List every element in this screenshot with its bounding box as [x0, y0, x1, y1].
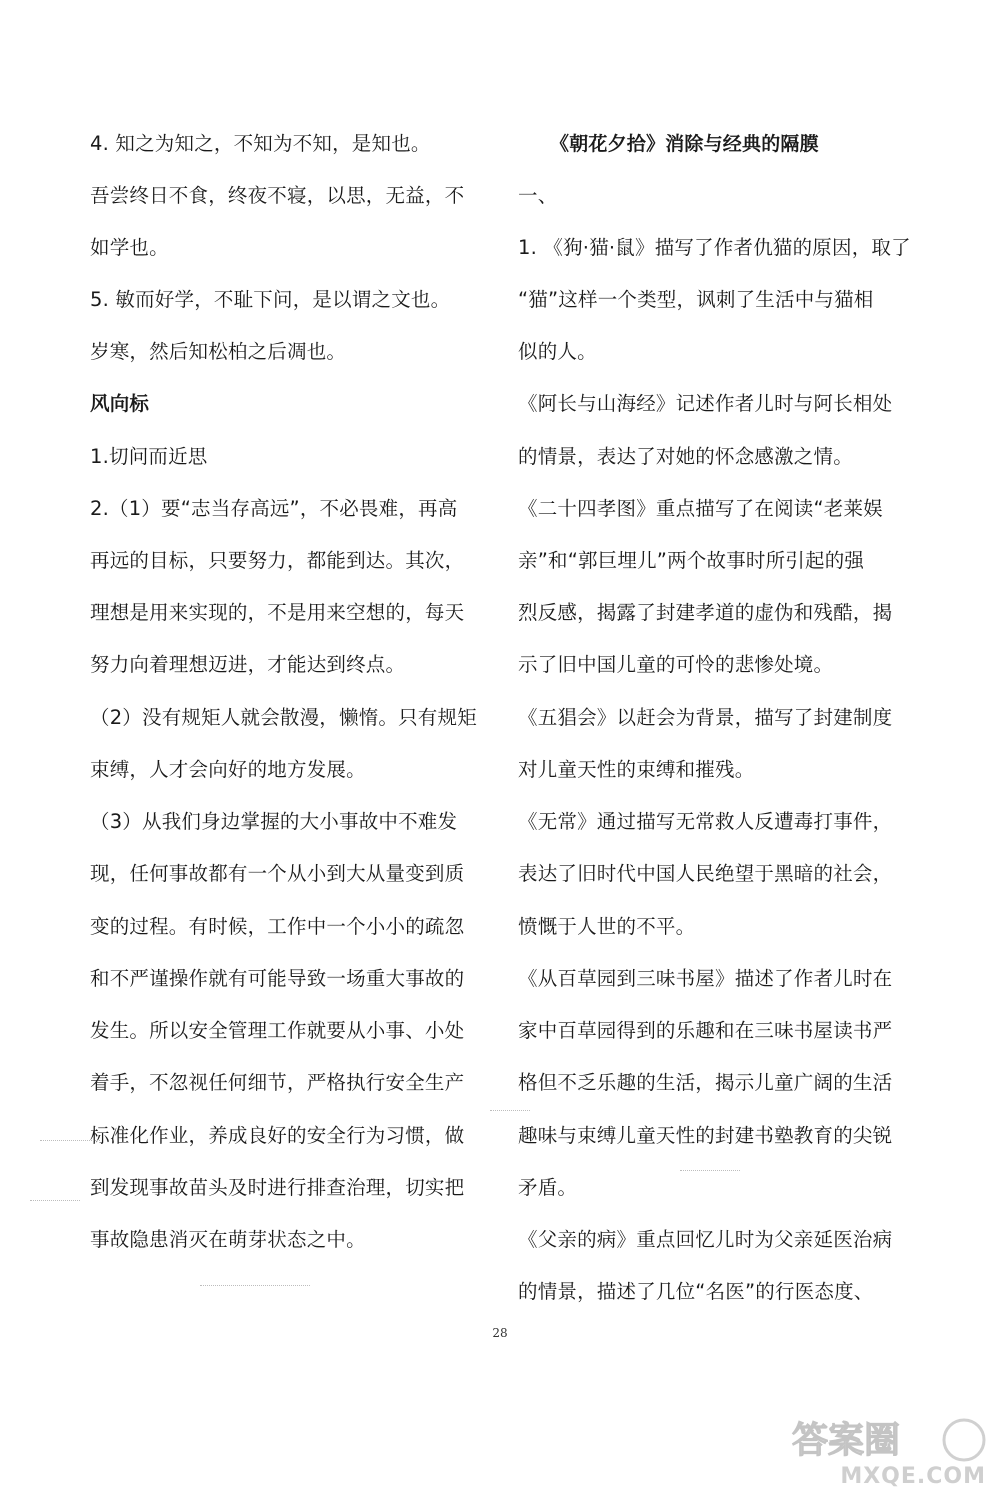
text-line: 家中百草园得到的乐趣和在三味书屋读书严 [518, 1019, 893, 1042]
text-line: 烈反感，揭露了封建孝道的虚伪和残酷，揭 [518, 601, 893, 624]
text-line: 束缚，人才会向好的地方发展。 [90, 758, 366, 781]
scan-artifact [680, 1170, 740, 1171]
text-line: 趣味与束缚儿童天性的封建书塾教育的尖锐 [518, 1124, 893, 1147]
text-line: 现，任何事故都有一个从小到大从量变到质 [90, 862, 465, 885]
text-line: 1. 《狗·猫·鼠》描写了作者仇猫的原因，取了 [518, 236, 911, 259]
text-line: 似的人。 [518, 340, 597, 363]
text-line: 5. 敏而好学，不耻下问，是以谓之文也。 [90, 288, 451, 311]
text-line: “猫”这样一个类型，讽刺了生活中与猫相 [518, 288, 874, 311]
text-line: 如学也。 [90, 236, 169, 259]
text-line: 着手，不忽视任何细节，严格执行安全生产 [90, 1071, 465, 1094]
text-line: 2.（1）要“志当存高远”，不必畏难，再高 [90, 497, 458, 520]
text-line: 岁寒，然后知松柏之后凋也。 [90, 340, 347, 363]
text-line: 表达了旧时代中国人民绝望于黑暗的社会， [518, 862, 893, 885]
watermark-logo-chars: 答案圈 [792, 1420, 901, 1461]
text-line: 吾尝终日不食，终夜不寝，以思，无益，不 [90, 184, 465, 207]
text-line: 4. 知之为知之，不知为不知，是知也。 [90, 132, 431, 155]
text-line: 事故隐患消灭在萌芽状态之中。 [90, 1228, 366, 1251]
text-line: 《父亲的病》重点回忆儿时为父亲延医治病 [518, 1228, 893, 1251]
text-line: 发生。所以安全管理工作就要从小事、小处 [90, 1019, 465, 1042]
text-line: 努力向着理想迈进，才能达到终点。 [90, 653, 406, 676]
watermark-logo [782, 1412, 992, 1490]
text-line: 的情景，表达了对她的怀念感激之情。 [518, 445, 853, 468]
text-line: 《五猖会》以赶会为背景，描写了封建制度 [518, 706, 893, 729]
text-line: 再远的目标，只要努力，都能到达。其次， [90, 549, 465, 572]
watermark-graphic [782, 1412, 992, 1468]
watermark-text: MXQE.COM [840, 1464, 986, 1489]
text-line: 一、 [518, 184, 558, 207]
text-line: 《二十四孝图》重点描写了在阅读“老莱娱 [518, 497, 883, 520]
text-line: 格但不乏乐趣的生活，揭示儿童广阔的生活 [518, 1071, 893, 1094]
scan-artifact [40, 1140, 100, 1141]
scan-artifact [200, 1285, 310, 1286]
text-line: 理想是用来实现的，不是用来空想的，每天 [90, 601, 465, 624]
text-line: 和不严谨操作就有可能导致一场重大事故的 [90, 967, 465, 990]
text-line: 到发现事故苗头及时进行排查治理，切实把 [90, 1176, 465, 1199]
text-line: 对儿童天性的束缚和摧残。 [518, 758, 755, 781]
text-line: 矛盾。 [518, 1176, 578, 1199]
section-title: 《朝花夕拾》消除与经典的隔膜 [550, 133, 819, 155]
text-line: 《从百草园到三味书屋》描述了作者儿时在 [518, 967, 893, 990]
watermark-circle-icon [944, 1420, 984, 1460]
text-line: 的情景，描述了几位“名医”的行医态度、 [518, 1280, 874, 1303]
text-line: 愤慨于人世的不平。 [518, 915, 696, 938]
text-line: 示了旧中国儿童的可怜的悲惨处境。 [518, 653, 834, 676]
text-line: 《无常》通过描写无常救人反遭毒打事件， [518, 810, 893, 833]
text-line: 标准化作业，养成良好的安全行为习惯，做 [90, 1124, 465, 1147]
scan-artifact [490, 1110, 530, 1111]
text-line: 变的过程。有时候，工作中一个小小的疏忽 [90, 915, 465, 938]
section-heading: 风向标 [90, 392, 150, 415]
page-number: 28 [492, 1326, 508, 1340]
text-line: 亲”和“郭巨埋儿”两个故事时所引起的强 [518, 549, 865, 572]
text-line: 1.切问而近思 [90, 445, 208, 468]
text-line: 《阿长与山海经》记述作者儿时与阿长相处 [518, 392, 893, 415]
scan-artifact [30, 1200, 80, 1201]
text-line: （3）从我们身边掌握的大小事故中不难发 [90, 810, 458, 833]
text-line: （2）没有规矩人就会散漫，懒惰。只有规矩 [90, 706, 477, 729]
